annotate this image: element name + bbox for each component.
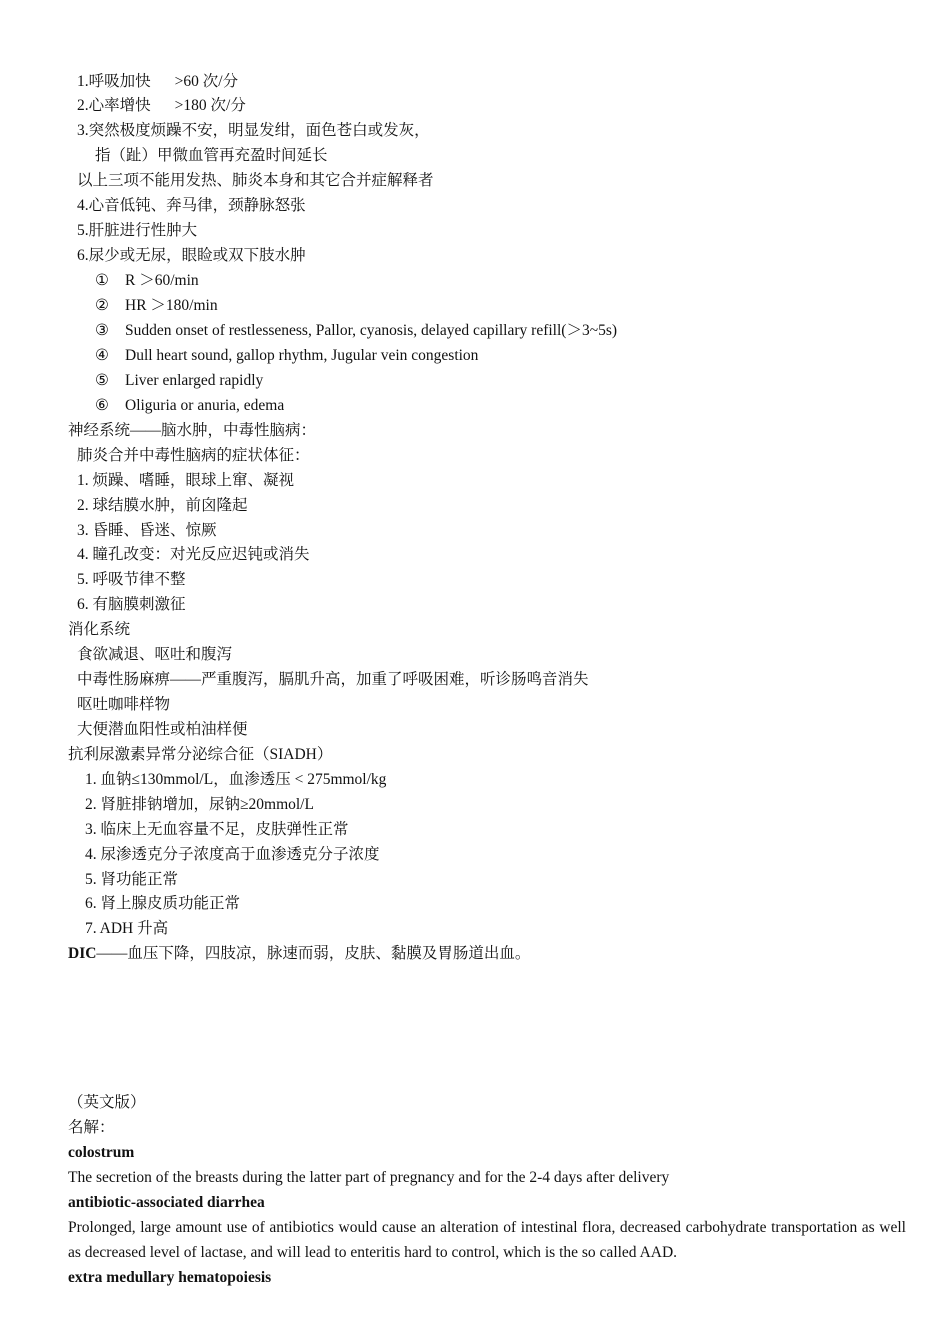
nervous-item: 4. 瞳孔改变：对光反应迟钝或消失 [77, 546, 310, 563]
hf-item-3-line-1: 3.突然极度烦躁不安，明显发绀，面色苍白或发灰， [77, 122, 430, 139]
hf-en-item: ② HR ＞180/min [95, 297, 218, 314]
siadh-item: 2. 肾脏排钠增加，尿钠≥20mmol/L [85, 796, 314, 813]
nervous-heading: 神经系统——脑水肿，中毒性脑病： [68, 422, 317, 439]
siadh-item: 7. ADH 升高 [85, 920, 169, 937]
dic-line [68, 944, 530, 964]
term-emh: extra medullary hematopoiesis [68, 1269, 272, 1286]
siadh-heading: 抗利尿激素异常分泌综合征（SIADH） [68, 746, 333, 763]
siadh-item: 4. 尿渗透克分子浓度高于血渗透克分子浓度 [85, 846, 380, 863]
hf-en-item: ④ Dull heart sound, gallop rhythm, Jugular vein congestion [95, 347, 479, 364]
dic-term: DIC [68, 945, 97, 962]
siadh-item: 6. 肾上腺皮质功能正常 [85, 895, 241, 912]
definition-aad: Prolonged, large amount use of antibiotics would cause an alteration of intestinal flora, decreased carbohydrate transportation as well as decreased level of lactase, and will lead to enteritis hard to control, which is the so called AAD. [68, 1219, 906, 1261]
definition-colostrum: The secretion of the breasts during the latter part of pregnancy and for the 2-4 days after delivery [68, 1169, 670, 1186]
dic-text: ——血压下降，四肢凉，脉速而弱，皮肤、黏膜及胃肠道出血。 [96, 945, 531, 962]
nervous-item: 2. 球结膜水肿，前囟隆起 [77, 497, 248, 514]
siadh-item: 3. 临床上无血容量不足，皮肤弹性正常 [85, 821, 349, 838]
hf-item-6: 6.尿少或无尿，眼睑或双下肢水肿 [77, 247, 306, 264]
digestive-item: 大便潜血阳性或柏油样便 [77, 721, 248, 738]
nervous-item: 1. 烦躁、嗜睡，眼球上窜、凝视 [77, 472, 295, 489]
nervous-item: 5. 呼吸节律不整 [77, 571, 186, 588]
term-aad: antibiotic-associated diarrhea [68, 1194, 265, 1211]
hf-en-item: ③ Sudden onset of restlesseness, Pallor, cyanosis, delayed capillary refill(＞3~5s) [95, 322, 618, 339]
siadh-item: 5. 肾功能正常 [85, 871, 179, 888]
nervous-item: 3. 昏睡、昏迷、惊厥 [77, 522, 217, 539]
hf-item-4: 4.心音低钝、奔马律，颈静脉怒张 [77, 197, 306, 214]
term-colostrum: colostrum [68, 1144, 135, 1161]
digestive-item: 呕吐咖啡样物 [77, 696, 171, 713]
hf-en-item: ① R ＞60/min [95, 272, 199, 289]
hf-item-5: 5.肝脏进行性肿大 [77, 222, 198, 239]
digestive-item: 食欲减退、呕吐和腹泻 [77, 646, 233, 663]
nervous-subheading: 肺炎合并中毒性脑病的症状体征： [77, 447, 310, 464]
hf-note: 以上三项不能用发热、肺炎本身和其它合并症解释者 [77, 172, 434, 189]
digestive-item: 中毒性肠麻痹——严重腹泻，膈肌升高，加重了呼吸困难，听诊肠鸣音消失 [77, 671, 589, 688]
hf-item-2: 2.心率增快 >180 次/分 [77, 97, 246, 114]
hf-item-3-line-2: 指（趾）甲微血管再充盈时间延长 [95, 147, 328, 164]
terms-label: 名解： [68, 1119, 115, 1136]
hf-en-item: ⑤ Liver enlarged rapidly [95, 372, 264, 389]
hf-en-item: ⑥ Oliguria or anuria, edema [95, 397, 285, 414]
siadh-item: 1. 血钠≤130mmol/L，血渗透压 < 275mmol/kg [85, 771, 387, 788]
nervous-item: 6. 有脑膜刺激征 [77, 596, 186, 613]
digestive-heading: 消化系统 [68, 621, 131, 638]
hf-item-1: 1.呼吸加快 >60 次/分 [77, 73, 239, 90]
version-label: （英文版） [68, 1094, 146, 1111]
